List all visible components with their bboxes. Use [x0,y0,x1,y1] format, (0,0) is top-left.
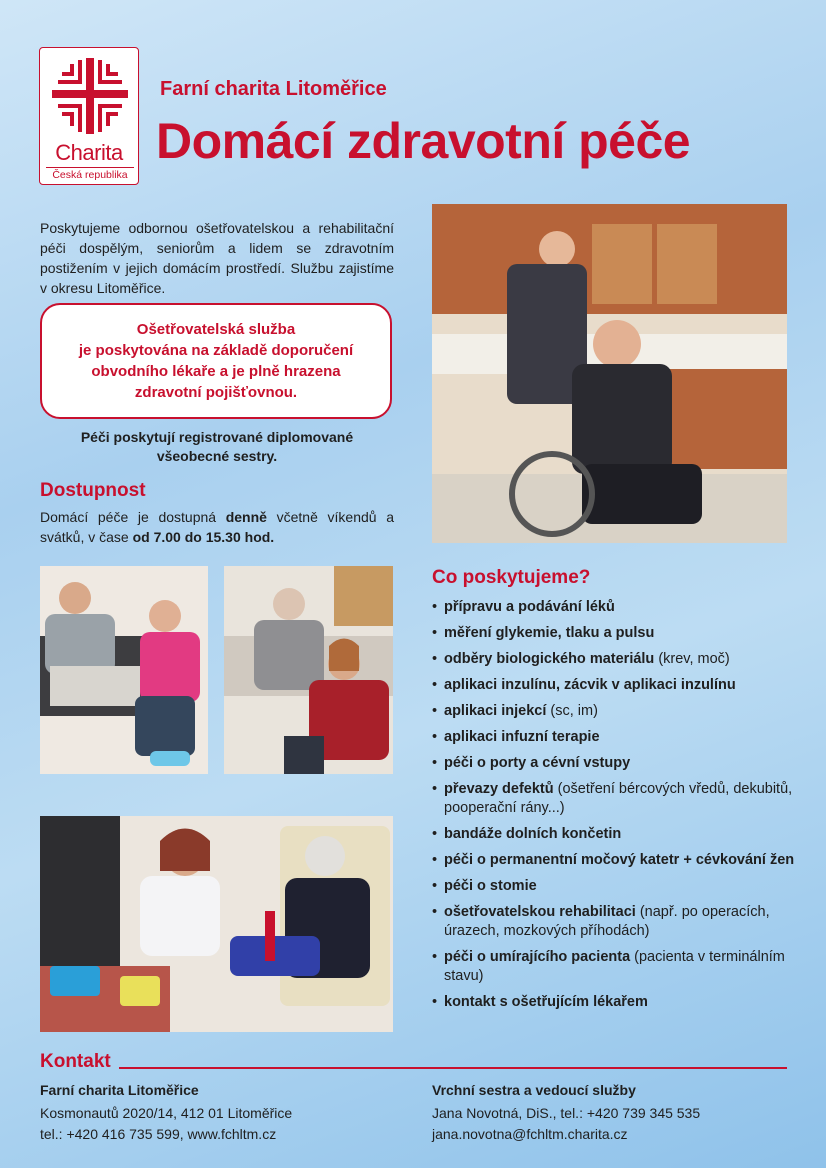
notice-line: je poskytována na základě doporučení [78,342,354,359]
logo-subtitle: Česká republika [46,167,134,181]
services-list [432,598,802,1019]
intro-text: Poskytujeme odbornou ošetřovatelskou a rehabilitační péči dospělým, seniorům a lidem se zdravotním postižením v jejich domácím prostředí. Službu zajistíme v okresu Litoměřice. [40,220,394,296]
notice-line: Ošetřovatelská služba [136,321,296,338]
photo-nurse-blood-pressure [224,566,393,774]
photo-nurse-infusion [40,816,393,1032]
list-item: • péči o porty a cévní vstupy [432,754,802,773]
contact-person-phone[interactable]: Jana Novotná, DiS., tel.: +420 739 345 535 [432,1105,701,1121]
contact-divider [119,1067,787,1069]
organization-name: Farní charita Litoměřice [160,78,387,100]
list-item: • odběry biologického materiálu (krev, moč) [432,650,802,669]
contact-role: Vrchní sestra a vedoucí služby [432,1082,636,1098]
contact-email[interactable]: jana.novotna@fchltm.charita.cz [432,1126,628,1142]
notice-box [40,303,392,419]
services-heading: Co poskytujeme? [432,567,591,588]
list-item: • péči o stomie [432,877,802,896]
logo-word: Charita [55,140,123,165]
list-item: • aplikaci inzulínu, zácvik v aplikaci inzulínu [432,676,802,695]
list-item: • péči o umírajícího pacienta (pacienta v terminálním stavu) [432,948,802,986]
contact-address: Kosmonautů 2020/14, 412 01 Litoměřice [40,1105,293,1121]
contact-heading: Kontakt [40,1051,111,1072]
contact-phone-web[interactable]: tel.: +420 416 735 599, www.fchltm.cz [40,1126,277,1142]
list-item: • převazy defektů (ošetření bércových vředů, dekubitů, pooperační rány...) [432,780,802,818]
list-item: • aplikaci injekcí (sc, im) [432,702,802,721]
nurses-line: Péči poskytují registrované diplomované [80,429,354,445]
contact-org-name: Farní charita Litoměřice [40,1082,199,1098]
list-item: • přípravu a podávání léků [432,598,802,617]
list-item: • péči o permanentní močový katetr + cévkování žen [432,851,802,870]
list-item: • ošetřovatelskou rehabilitaci (např. po operacích, úrazech, mozkových příhodách) [432,903,802,941]
contact-organization [40,1080,292,1145]
availability-text: Domácí péče je dostupná denně včetně víkendů a svátků, v čase od 7.00 do 15.30 hod. [40,509,394,545]
nurses-line: všeobecné sestry. [156,448,278,464]
contact-head-nurse [432,1080,700,1145]
charita-logo [39,47,139,185]
nurses-note [40,428,394,466]
page-title: Domácí zdravotní péče [156,113,691,169]
list-item: • bandáže dolních končetin [432,825,802,844]
notice-line: obvodního lékaře a je plně hrazena [91,363,341,380]
photo-nurse-bandage [40,566,208,774]
charita-cross-icon [48,54,132,138]
availability-heading: Dostupnost [40,480,146,501]
list-item: • měření glykemie, tlaku a pulsu [432,624,802,643]
list-item: • aplikaci infuzní terapie [432,728,802,747]
contact-header [40,1051,787,1073]
notice-line: zdravotní pojišťovnou. [134,384,298,401]
list-item: • kontakt s ošetřujícím lékařem [432,993,802,1012]
photo-nurse-wheelchair [432,204,787,543]
